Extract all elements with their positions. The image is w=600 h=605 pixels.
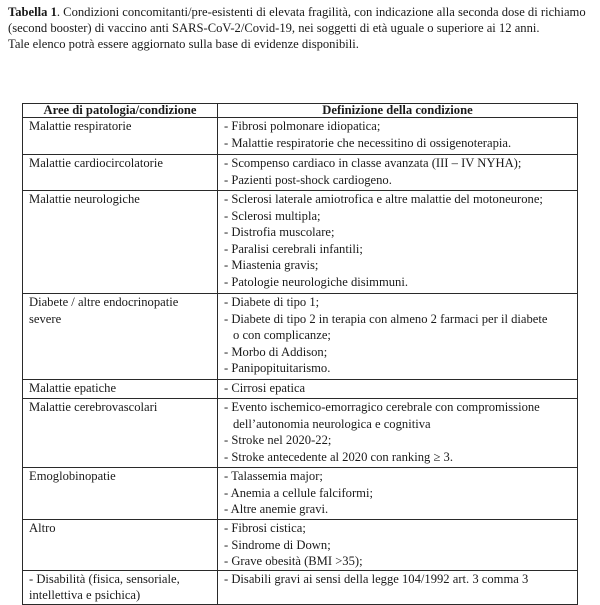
definition-item: - Stroke antecedente al 2020 con ranking ≥ 3. (224, 449, 453, 464)
row-definition (218, 520, 578, 571)
row-definition (218, 399, 578, 468)
row-definition (218, 118, 578, 155)
row-definition (218, 191, 578, 294)
table-row (23, 520, 578, 571)
table-row (23, 570, 578, 604)
table-row (23, 191, 578, 294)
row-definition (218, 570, 578, 604)
row-area: Diabete / altre endocrinopatie severe (23, 294, 218, 380)
fragility-conditions-table (22, 103, 578, 605)
table-row (23, 468, 578, 520)
definition-item: - Cirrosi epatica (224, 381, 306, 395)
definition-item: - Miastenia gravis; (224, 258, 319, 272)
table-row (23, 294, 578, 380)
definition-item: - Sindrome di Down; (224, 537, 331, 552)
row-definition (218, 294, 578, 380)
definition-item: - Morbo di Addison; (224, 344, 328, 359)
definition-item: - Grave obesità (BMI >35); (224, 554, 363, 568)
definition-item: - Anemia a cellule falciformi; (224, 485, 373, 500)
row-area: Malattie neurologiche (23, 191, 218, 294)
row-area: Malattie respiratorie (23, 118, 218, 155)
caption-text: . Condizioni concomitanti/pre-esistenti di elevata fragilità, con indicazione alla seconda dose di richiamo (second booster) di vaccino anti SARS-CoV-2/Covid-19, nei soggetti di età uguale o superiore ai 12 anni. (8, 5, 586, 35)
definition-item: - Patologie neurologiche disimmuni. (224, 274, 408, 289)
caption-label: Tabella 1 (8, 5, 57, 19)
header-area: Aree di patologia/condizione (23, 104, 218, 118)
definition-item: - Sclerosi multipla; (224, 208, 321, 223)
table-row (23, 380, 578, 399)
definition-item: - Panipopituitarismo. (224, 361, 331, 375)
row-area: - Disabilità (fisica, sensoriale, intellettiva e psichica) (23, 570, 218, 604)
table-row (23, 118, 578, 155)
table-header-row (23, 104, 578, 118)
row-area: Emoglobinopatie (23, 468, 218, 520)
definition-item: - Distrofia muscolare; (224, 225, 335, 239)
caption-note: Tale elenco potrà essere aggiornato sulla base di evidenze disponibili. (8, 37, 359, 51)
row-area: Altro (23, 520, 218, 571)
definition-item: - Stroke nel 2020-22; (224, 433, 332, 447)
row-definition (218, 380, 578, 399)
definition-item: - Scompenso cardiaco in classe avanzata (III – IV NYHA); (224, 156, 522, 170)
header-definition: Definizione della condizione (218, 104, 578, 118)
definition-item: - Diabete di tipo 1; (224, 295, 320, 309)
table-row (23, 399, 578, 468)
row-definition (218, 155, 578, 191)
row-area: Malattie cerebrovascolari (23, 399, 218, 468)
definition-item: - Fibrosi cistica; (224, 521, 306, 535)
definition-item: - Evento ischemico-emorragico cerebrale con compromissione (224, 400, 540, 414)
definition-item-continuation: dell’autonomia neurologica e cognitiva (233, 416, 431, 431)
definition-item-continuation: o con complicanze; (233, 328, 331, 342)
table-caption (8, 4, 596, 52)
definition-item: - Paralisi cerebrali infantili; (224, 241, 363, 256)
definition-item: - Talassemia major; (224, 469, 323, 483)
definition-item: - Disabili gravi ai sensi della legge 104/1992 art. 3 comma 3 (224, 571, 529, 586)
definition-item: - Fibrosi polmonare idiopatica; (224, 119, 381, 133)
table-row (23, 155, 578, 191)
definition-item: - Malattie respiratorie che necessitino di ossigenoterapia. (224, 135, 512, 150)
definition-item: - Pazienti post-shock cardiogeno. (224, 172, 392, 187)
definition-item: - Diabete di tipo 2 in terapia con almeno 2 farmaci per il diabete (224, 311, 548, 326)
row-definition (218, 468, 578, 520)
definition-item: - Sclerosi laterale amiotrofica e altre malattie del motoneurone; (224, 192, 543, 206)
row-area: Malattie epatiche (23, 380, 218, 399)
definition-item: - Altre anemie gravi. (224, 502, 329, 516)
row-area: Malattie cardiocircolatorie (23, 155, 218, 191)
